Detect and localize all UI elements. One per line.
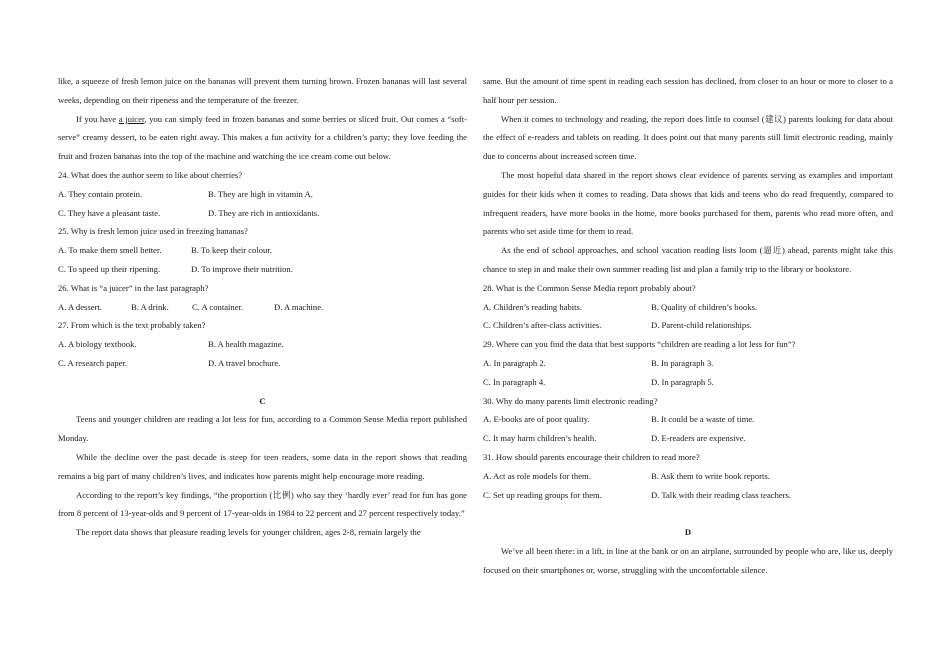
- option-a: A. A dessert.: [58, 301, 102, 312]
- option-c: C. They have a pleasant taste.: [58, 207, 161, 218]
- option-a: A. They contain protein.: [58, 188, 143, 199]
- option-row: [483, 429, 893, 448]
- question-24: [58, 166, 467, 222]
- question-stem: 31. How should parents encourage their children to read more?: [483, 451, 700, 462]
- option-b: B. Quality of children’s books.: [651, 301, 757, 312]
- option-row: [483, 373, 893, 392]
- option-c: C. It may harm children’s health.: [483, 433, 597, 444]
- option-b: B. A drink.: [131, 301, 169, 312]
- paragraph: The most hopeful data shared in the report shows clear evidence of parents serving as examples and important guides for their kids when it comes to reading. Data shows that kids and teens who do read frequently, compared to infrequent readers, have more books in the home, more books purchased for them, parents who read more often, and parents who set aside time for them to read.: [483, 169, 893, 237]
- question-stem: 27. From which is the text probably taken?: [58, 320, 206, 331]
- paragraph: same. But the amount of time spent in reading each session has declined, from closer to an hour or more to closer to a half hour per session.: [483, 76, 893, 105]
- text-run: If you have: [76, 113, 119, 124]
- option-c: C. Children’s after-class activities.: [483, 320, 602, 331]
- text-run: , you can simply feed in frozen bananas and some berries or sliced fruit. Out comes a “soft-serve” creamy dessert, to be eaten right away. This makes a fun activity for a children’s party; they love feeding the fruit and frozen bananas into the top of the machine and watching the ice cream come out below.: [58, 113, 467, 162]
- option-b: B. To keep their colour.: [191, 245, 272, 256]
- option-c: C. Set up reading groups for them.: [483, 489, 602, 500]
- question-29: [483, 335, 893, 391]
- option-row: [58, 241, 467, 260]
- option-d: D. Talk with their reading class teachers.: [651, 489, 792, 500]
- option-d: D. They are rich in antioxidants.: [208, 207, 320, 218]
- paragraph: When it comes to technology and reading, the report does little to counsel (建议) parents looking for data about the effect of e-readers and tablets on reading. It does point out that many parents still limit electronic reading, mainly due to concerns about increased screen time.: [483, 113, 893, 162]
- paragraph: Teens and younger children are reading a lot less for fun, according to a Common Sense Media report published Monday.: [58, 414, 467, 444]
- option-row: [483, 486, 893, 505]
- option-row: [58, 354, 467, 373]
- question-31: [483, 448, 893, 504]
- option-a: A. In paragraph 2.: [483, 357, 546, 368]
- question-stem: 26. What is “a juicer” in the last paragraph?: [58, 282, 209, 293]
- question-30: [483, 392, 893, 448]
- option-b: B. In paragraph 3.: [651, 357, 714, 368]
- question-stem: 28. What is the Common Sense Media report probably about?: [483, 282, 696, 293]
- option-row: [58, 298, 467, 317]
- option-a: A. To make them smell better.: [58, 245, 162, 256]
- option-b: B. It could be a waste of time.: [651, 414, 755, 425]
- option-d: D. E-readers are expensive.: [651, 433, 746, 444]
- option-b: B. Ask them to write book reports.: [651, 470, 770, 481]
- question-25: [58, 222, 467, 278]
- paragraph: [58, 110, 467, 166]
- left-column: [58, 72, 467, 542]
- option-row: [483, 354, 893, 373]
- option-d: D. Parent-child relationships.: [651, 320, 752, 331]
- option-row: [58, 204, 467, 223]
- paragraph: As the end of school approaches, and school vacation reading lists loom (逼近) ahead, parents might take this chance to step in and make their own summer reading list and plan a family trip to the library or bookstore.: [483, 245, 893, 274]
- option-a: A. A biology textbook.: [58, 339, 137, 350]
- option-c: C. In paragraph 4.: [483, 376, 546, 387]
- question-stem: 30. Why do many parents limit electronic reading?: [483, 395, 658, 406]
- option-row: [58, 185, 467, 204]
- option-d: D. A machine.: [274, 301, 324, 312]
- paragraph: We’ve all been there: in a lift, in line at the bank or on an airplane, surrounded by people who are, like us, deeply focused on their smartphones or, worse, struggling with the uncomfortable silence.: [483, 545, 893, 575]
- section-heading-c: C: [259, 395, 266, 406]
- option-a: A. Act as role models for them.: [483, 470, 591, 481]
- option-b: B. A health magazine.: [208, 339, 284, 350]
- option-a: A. E-books are of poor quality.: [483, 414, 590, 425]
- option-row: [483, 298, 893, 317]
- question-stem: 25. Why is fresh lemon juice used in freezing bananas?: [58, 226, 248, 237]
- option-d: D. To improve their nutrition.: [191, 263, 293, 274]
- question-28: [483, 279, 893, 335]
- option-row: [483, 410, 893, 429]
- spacer: [483, 504, 893, 523]
- paragraph: While the decline over the past decade is steep for teen readers, some data in the report shows that reading remains a big part of many children’s lives, and indicates how parents might help encourage more reading.: [58, 451, 467, 481]
- question-27: [58, 316, 467, 372]
- spacer: [58, 373, 467, 392]
- option-d: D. A travel brochure.: [208, 357, 281, 368]
- paragraph: The report data shows that pleasure reading levels for younger children, ages 2-8, remain largely the: [76, 527, 421, 538]
- paragraph: like, a squeeze of fresh lemon juice on the bananas will prevent them turning brown. Frozen bananas will last several weeks, depending on their ripeness and the temperature of the freezer.: [58, 76, 467, 105]
- option-row: [58, 335, 467, 354]
- paragraph: According to the report’s key findings, “the proportion (比例) who say they ‘hardly ever’ read for fun has gone from 8 percent of 13-year-olds and 9 percent of 17-year-olds in 1984 to 22 percent and 27 percent respectively today.”: [58, 489, 467, 519]
- option-row: [58, 260, 467, 279]
- option-b: B. They are high in vitamin A.: [208, 188, 313, 199]
- option-a: A. Children’s reading habits.: [483, 301, 583, 312]
- option-row: [483, 316, 893, 335]
- question-26: [58, 279, 467, 317]
- underlined-term: a juicer: [118, 113, 145, 124]
- question-stem: 29. Where can you find the data that best supports “children are reading a lot less for fun”?: [483, 339, 796, 350]
- question-stem: 24. What does the author seem to like about cherries?: [58, 169, 243, 180]
- option-c: C. A research paper.: [58, 357, 127, 368]
- option-c: C. A container.: [192, 301, 244, 312]
- option-c: C. To speed up their ripening.: [58, 263, 161, 274]
- right-column: [483, 72, 893, 580]
- option-row: [483, 467, 893, 486]
- option-d: D. In paragraph 5.: [651, 376, 714, 387]
- section-heading-d: D: [684, 527, 692, 538]
